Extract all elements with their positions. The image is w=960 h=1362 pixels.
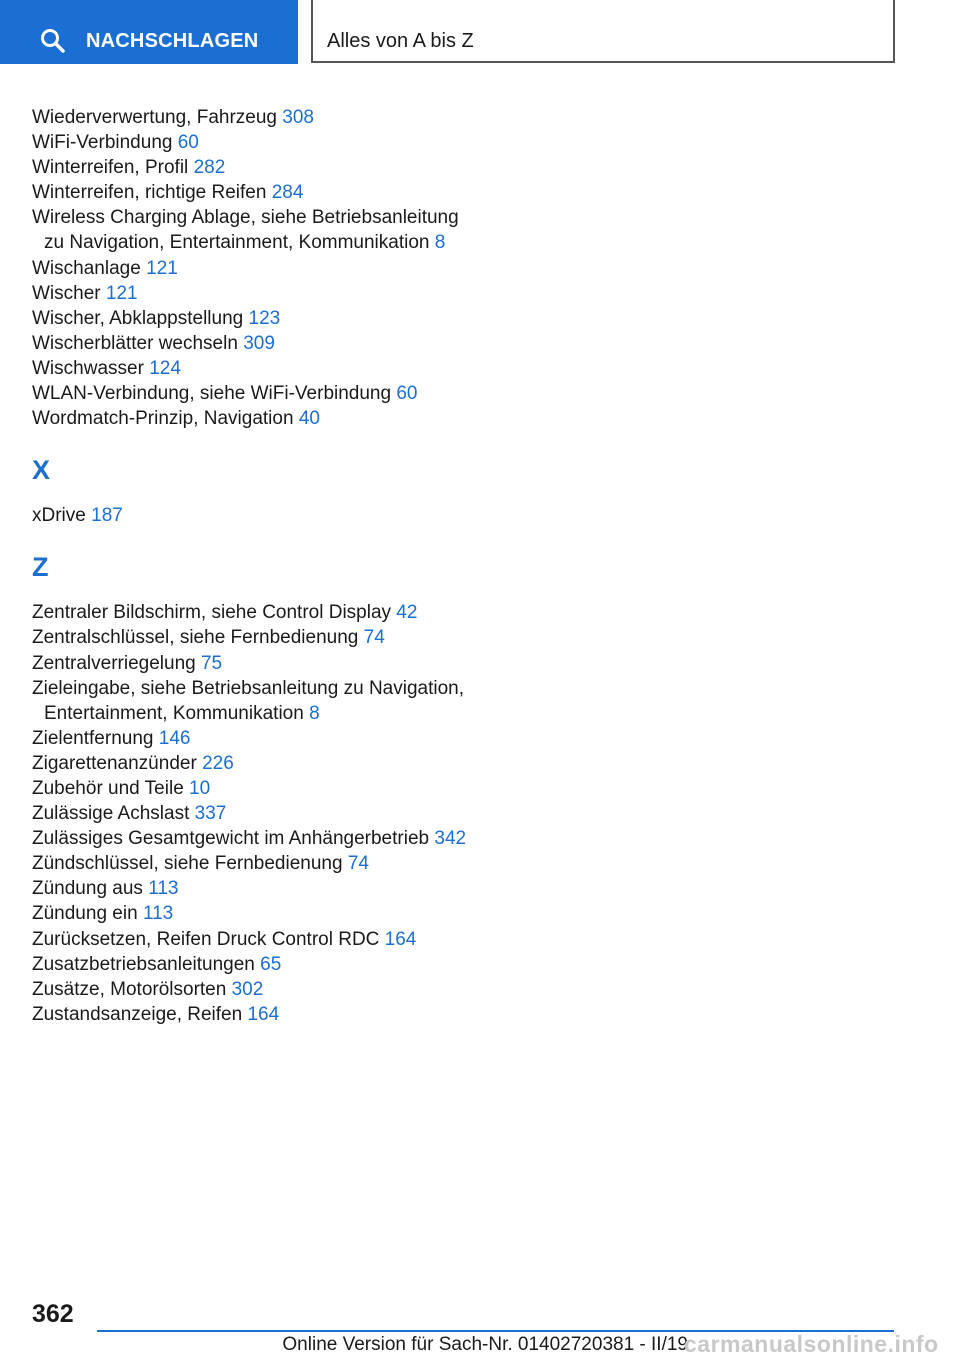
index-entry	[32, 281, 472, 306]
page-link[interactable]: 302	[231, 978, 264, 1000]
page-link[interactable]: 65	[260, 953, 282, 975]
page-link[interactable]: 75	[200, 652, 223, 674]
entry-term: WLAN-Verbindung, siehe WiFi-Verbindung	[32, 383, 392, 405]
page-link[interactable]: 284	[271, 182, 304, 204]
index-entry	[32, 901, 472, 926]
entry-term: Zulässiges Gesamtgewicht im Anhängerbetrieb	[32, 828, 430, 850]
entry-term: Winterreifen, richtige Reifen	[32, 182, 267, 204]
entry-term: Wiederverwertung, Fahrzeug	[32, 107, 277, 128]
entry-term: Zielentfernung	[32, 727, 154, 749]
page-link[interactable]: 146	[158, 727, 191, 749]
entry-term: Zentralverriegelung	[32, 652, 196, 674]
page-link[interactable]: 121	[105, 282, 138, 304]
page-link[interactable]: 308	[282, 107, 314, 128]
index-entry	[32, 726, 472, 751]
page-link[interactable]: 74	[347, 853, 369, 875]
page-link[interactable]: 113	[148, 878, 179, 900]
entry-term: Zigarettenanzünder	[32, 752, 197, 774]
entry-term: Zusatzbetriebsanleitungen	[32, 953, 255, 975]
chapter-title: Alles von A bis Z	[327, 30, 474, 52]
entry-term: Zubehör und Teile	[32, 777, 184, 799]
page-link[interactable]: 40	[298, 408, 320, 430]
page-link[interactable]: 121	[146, 257, 178, 279]
page-link[interactable]: 226	[202, 752, 234, 774]
entry-term: Wischer, Abklappstellung	[32, 307, 244, 329]
index-entry	[32, 105, 472, 130]
page-link[interactable]: 123	[248, 307, 281, 329]
index-entry	[32, 801, 472, 826]
index-entry	[32, 331, 472, 356]
section-letter-x: X	[32, 455, 51, 486]
entry-term: Wireless Charging Ablage, siehe Betriebsanleitung zu Navigation, Entertainment, Kommunikation	[32, 207, 459, 254]
index-entry	[32, 851, 472, 876]
index-entry	[32, 651, 472, 676]
entry-term: Zündung ein	[32, 903, 138, 925]
page-link[interactable]: 187	[91, 505, 123, 527]
page-link[interactable]: 8	[434, 232, 446, 254]
page-link[interactable]: 60	[396, 383, 418, 405]
index-entry	[32, 1002, 472, 1027]
entry-term: WiFi-Verbindung	[32, 132, 173, 154]
index-entry	[32, 205, 472, 255]
page-link[interactable]: 164	[384, 928, 417, 950]
index-entry	[32, 751, 472, 776]
section-letter-z: Z	[32, 552, 49, 583]
section-label: NACHSCHLAGEN	[86, 30, 259, 52]
page-link[interactable]: 42	[396, 602, 418, 624]
entry-term: Wischer	[32, 282, 101, 304]
index-entry	[32, 876, 472, 901]
entry-term: Winterreifen, Profil	[32, 157, 189, 179]
index-entry	[32, 600, 472, 625]
footer-online-version: Online Version für Sach-Nr. 01402720381 - II/19	[282, 1334, 688, 1355]
entry-term: Wischanlage	[32, 257, 141, 279]
entry-term: Zentralschlüssel, siehe Fernbedienung	[32, 627, 359, 649]
entry-term: Zurücksetzen, Reifen Druck Control RDC	[32, 928, 380, 950]
section-tab[interactable]	[0, 0, 298, 64]
index-entry	[32, 180, 472, 205]
index-entry	[32, 625, 472, 650]
page-link[interactable]: 282	[193, 157, 226, 179]
index-entry	[32, 776, 472, 801]
page-link[interactable]: 74	[363, 627, 385, 649]
search-icon	[40, 28, 66, 59]
index-entry	[32, 927, 472, 952]
index-entry	[32, 977, 472, 1002]
chapter-title-box	[311, 0, 895, 63]
entry-term: Wordmatch-Prinzip, Navigation	[32, 408, 294, 430]
page-link[interactable]: 8	[309, 702, 320, 724]
page-link[interactable]: 10	[189, 777, 211, 799]
index-entry	[32, 381, 472, 406]
page-number: 362	[32, 1300, 74, 1328]
index-entry	[32, 676, 472, 726]
entry-term: Zusätze, Motorölsorten	[32, 978, 227, 1000]
entry-term: Zieleingabe, siehe Betriebsanleitung zu Navigation, Entertainment, Kommunikation	[32, 677, 464, 724]
index-entry	[32, 256, 472, 281]
page-link[interactable]: 337	[194, 803, 227, 825]
index-entry	[32, 155, 472, 180]
index-entry	[32, 356, 472, 381]
index-entry	[32, 952, 472, 977]
index-entry	[32, 826, 472, 851]
entry-term: Zündschlüssel, siehe Fernbedienung	[32, 853, 343, 875]
watermark: carmanualsonline.info	[684, 1331, 939, 1357]
entry-term: Wischerblätter wechseln	[32, 332, 238, 354]
index-entry	[32, 503, 472, 528]
index-entry	[32, 130, 472, 155]
entry-term: Wischwasser	[32, 357, 144, 379]
entry-term: Zündung aus	[32, 878, 143, 900]
page-link[interactable]: 124	[149, 357, 181, 379]
entry-term: Zentraler Bildschirm, siehe Control Display	[32, 602, 392, 624]
page-link[interactable]: 113	[142, 903, 174, 925]
index-entry	[32, 306, 472, 331]
index-entry	[32, 406, 472, 431]
index-list	[32, 105, 472, 1027]
entry-term: Zulässige Achslast	[32, 803, 190, 825]
page-link[interactable]: 342	[434, 828, 467, 850]
entry-term: Zustandsanzeige, Reifen	[32, 1003, 243, 1025]
entry-term: xDrive	[32, 505, 86, 527]
page-link[interactable]: 60	[177, 132, 199, 154]
page-link[interactable]: 309	[243, 332, 275, 354]
page-link[interactable]: 164	[247, 1003, 280, 1025]
